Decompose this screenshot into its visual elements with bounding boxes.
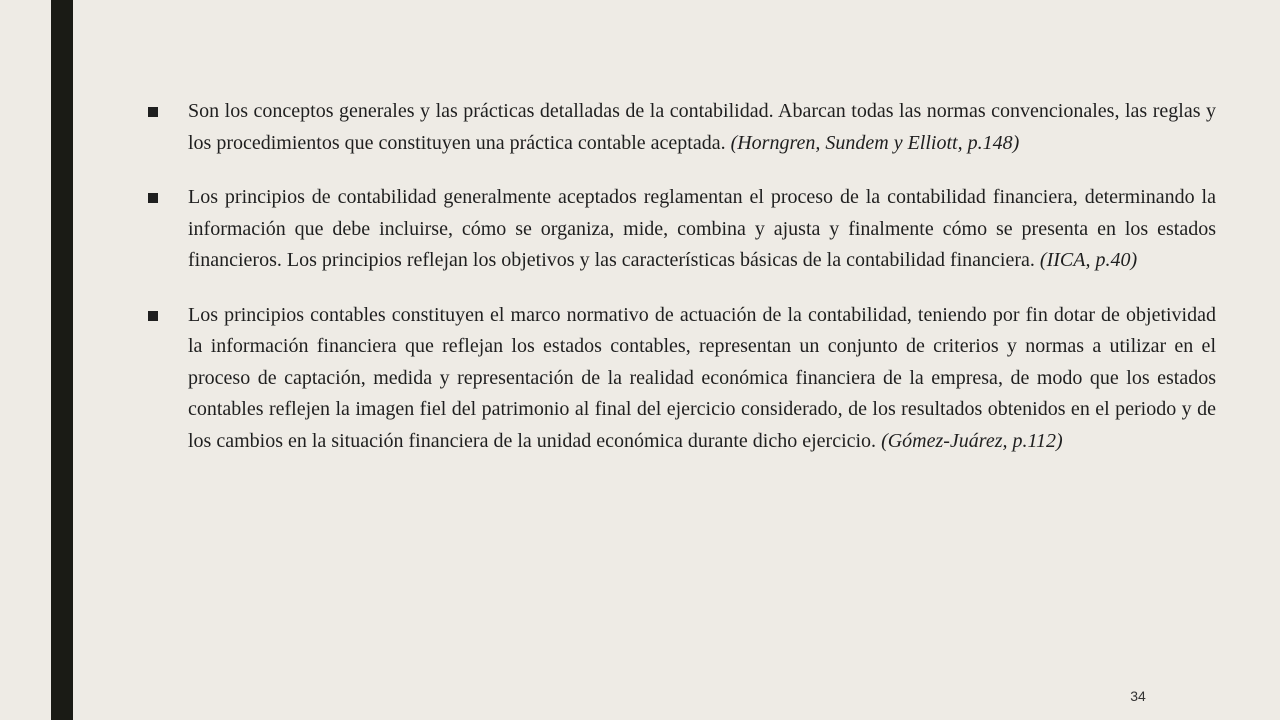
bullet-text: Son los conceptos generales y las prácticas detalladas de la contabilidad. Abarcan todas las normas convencionales, las reglas y los procedimientos que constituyen una práctica contable aceptada. — [188, 100, 1216, 154]
square-bullet-icon — [148, 107, 158, 117]
page-number: 34 — [1130, 688, 1146, 704]
bullet-citation: (IICA, p.40) — [1039, 249, 1138, 271]
bullet-list — [148, 96, 1216, 480]
bullet-citation: (Gómez-Juárez, p.112) — [881, 429, 1063, 452]
bullet-item-3 — [148, 300, 1216, 458]
square-bullet-icon — [148, 311, 158, 321]
bullet-item-2 — [148, 182, 1216, 277]
bullet-citation: (Horngren, Sundem y Elliott, p.148) — [730, 131, 1020, 154]
left-accent-bar — [51, 0, 73, 720]
bullet-text: Los principios contables constituyen el marco normativo de actuación de la contabilidad, teniendo por fin dotar de objetividad la información financiera que reflejan los estados contables, representan un conjunto de criterios y normas a utilizar en el proceso de captación, medida y representación de la realidad económica financiera de la empresa, de modo que los estados contables reflejen la imagen fiel del patrimonio al final del ejercicio considerado, de los resultados obtenidos en el periodo y de los cambios en la situación financiera de la unidad económica durante dicho ejercicio. — [188, 303, 1216, 452]
bullet-item-1 — [148, 96, 1216, 159]
bullet-text: Los principios de contabilidad generalmente aceptados reglamentan el proceso de la contabilidad financiera, determinando la información que debe incluirse, cómo se organiza, mide, combina y ajusta y finalmente cómo se presenta en los estados financieros. Los principios reflejan los objetivos y las características básicas de la contabilidad financiera. — [188, 186, 1216, 271]
square-bullet-icon — [148, 193, 158, 203]
